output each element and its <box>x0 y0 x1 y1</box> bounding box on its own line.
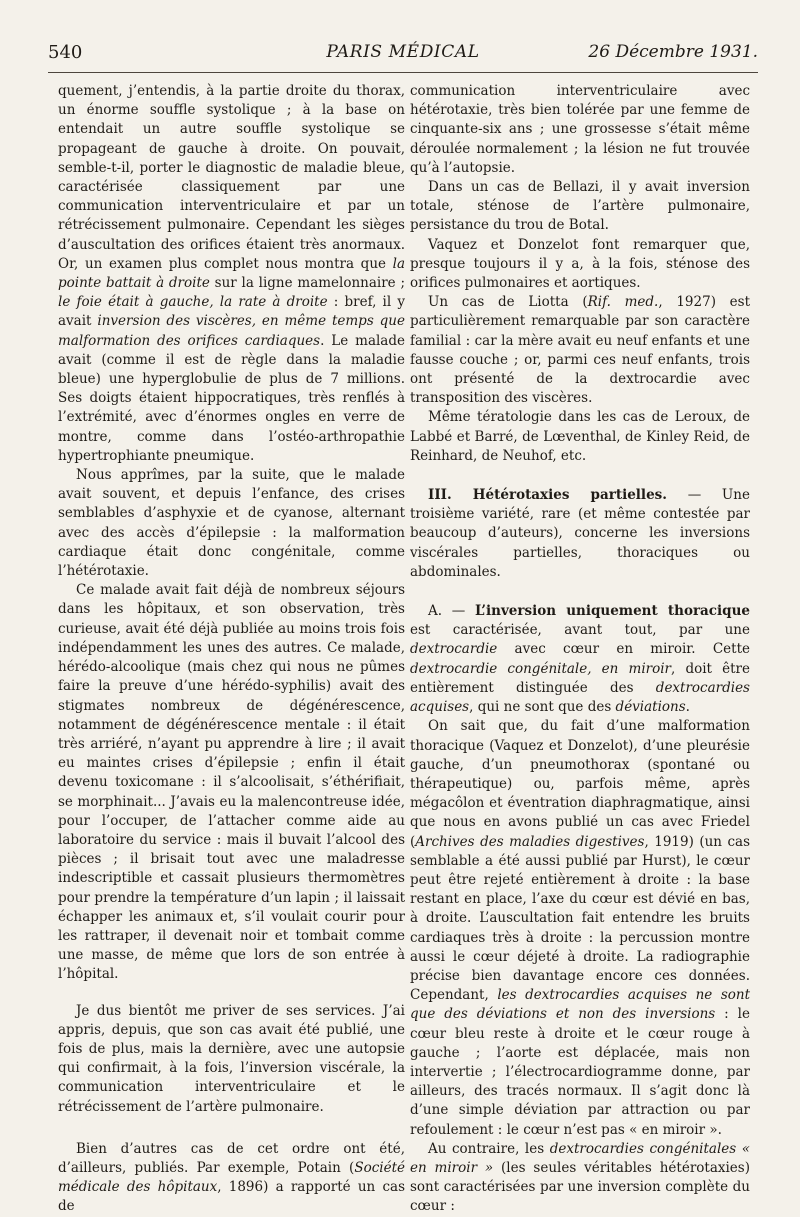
right-paragraph-8: On sait que, du fait d’une malformation thoracique (Vaquez et Donzelot), d’une pleurésie gauche, d’un pneumothorax (spontané ou thérapeutique) ou, parfois même, après mégacôlon et éventration diaphragmatique, ainsi que nous en avons publié un cas avec Friedel (Archives des maladies digestives, 1919) (un cas semblable a été aussi publié par Hurst), le cœur peut être rejeté entièrement à droite : la base restant en place, l’axe du cœur est dévié en bas, à droite. L’auscultation fait entendre les bruits cardiaques très à droite : la percussion montre aussi le cœur déjeté à droite. La radiographie précise bien davantage encore ces données. Cependant, les dextrocardies acquises ne sont que des déviations et non des inversions : le cœur bleu reste à droite et le cœur rouge à gauche ; l’aorte est déplacée, mais non intervertie ; l’électrocardiogramme donne, par ailleurs, des tracés normaux. Il s’agit donc là d’une simple déviation par attraction ou par refoulement : le cœur n’est pas « en miroir ». <box>410 718 751 1138</box>
left-paragraph-5: Bien d’autres cas de cet ordre ont été, d’ailleurs, publiés. Par exemple, Potain (Société médicale des hôpitaux, 1896) a rapporté un cas de <box>58 1140 405 1215</box>
page-number: 540 <box>48 42 83 63</box>
left-column <box>58 82 405 1217</box>
running-title: PARIS MÉDICAL <box>326 42 480 62</box>
subsection-a: A. — L’inversion uniquement thoracique est caractérisée, avant tout, par une dextrocardie avec cœur en miroir. Cette dextrocardie congénitale, en miroir, doit être entièrement distinguée des dextrocardies acquises, qui ne sont que des déviations. <box>410 603 751 716</box>
right-paragraph-9: Au contraire, les dextrocardies congénitales « en miroir » (les seules véritables hétérotaxies) sont caractérisées par une inversion complète du cœur : <box>410 1140 750 1215</box>
issue-date: 26 Décembre 1931. <box>588 42 758 62</box>
section-iii-heading: III. Hétérotaxies partielles. <box>428 487 667 504</box>
left-paragraph-2: Nous apprîmes, par la suite, que le malade avait souvent, et depuis l’enfance, des crises semblables d’asphyxie et de cyanose, alternant avec des accès d’épilepsie : la malformation cardiaque était donc congénitale, comme l’hétérotaxie. <box>58 467 405 580</box>
right-paragraph-1: communication interventriculaire avec hétérotaxie, très bien tolérée par une femme de cinquante-six ans ; une grossesse s’était même déroulée normalement ; la lésion ne fut trouvée qu’à l’autopsie. <box>410 83 750 176</box>
left-paragraph-1: quement, j’entendis, à la partie droite du thorax, un énorme souffle systolique ; à la base on entendait un autre souffle systolique se propageant de gauche à droite. On pouvait, semble-t-il, porter le diagnostic de maladie bleue, caractérisée classiquement par une communication interventriculaire et par un rétrécissement pulmonaire. Cependant les sièges d’auscultation des orifices étaient très anormaux. Or, un examen plus complet nous montra que la pointe battait à droite sur la ligne mamelonnaire ; le foie était à gauche, la rate à droite : bref, il y avait inversion des viscères, en même temps que malformation des orifices cardiaques. Le malade avait (comme il est de règle dans la maladie bleue) une hyperglobulie de plus de 7 millions. Ses doigts étaient hippocratiques, très renflés à l’extrémité, avec d’énormes ongles en verre de montre, comme dans l’ostéo-arthropathie hypertrophiante pneumique. <box>58 83 405 464</box>
section-iii: III. Hétérotaxies partielles. — Une troisième variété, rare (et même contestée par beaucoup d’auteurs), concerne les inversions viscérales partielles, thoraciques ou abdominales. <box>410 487 750 580</box>
right-paragraph-2: Dans un cas de Bellazi, il y avait inversion totale, sténose de l’artère pulmonaire, persistance du trou de Botal. <box>410 179 750 234</box>
right-paragraph-5: Même tératologie dans les cas de Leroux, de Labbé et Barré, de Lœventhal, de Kinley Reid, de Reinhard, de Neuhof, etc. <box>410 409 750 464</box>
left-paragraph-3: Ce malade avait fait déjà de nombreux séjours dans les hôpitaux, et son observation, très curieuse, avait été déjà publiée au moins trois fois indépendamment les unes des autres. Ce malade, hérédo-alcoolique (mais chez qui nous ne pûmes faire la preuve d’une hérédo-syphilis) avait des stigmates nombreux de dégénérescence, notamment de dégénérescence mentale : il était très arriéré, n’ayant pu apprendre à lire ; il avait eu maintes crises d’épilepsie ; enfin il était devenu toxicomane : il s’alcoolisait, s’éthérifiait, se morphinait... J’avais eu la malencontreuse idée, pour l’occuper, de l’attacher comme aide au laboratoire du service : mais il buvait l’alcool des pièces ; il brisait tout avec une maladresse indescriptible et cassait plusieurs thermomètres pour prendre la température d’un lapin ; il laissait échapper les animaux et, s’il voulait courir pour les rattraper, il devenait noir et tombait comme une masse, de même que lors de son entrée à l’hôpital. <box>58 582 405 983</box>
right-column <box>410 82 750 1217</box>
right-paragraph-4: Un cas de Liotta (Rif. med., 1927) est particulièrement remarquable par son caractère familial : car la mère avait eu neuf enfants et une fausse couche ; or, parmi ces neuf enfants, trois ont présenté de la dextrocardie avec transposition des viscères. <box>410 294 751 407</box>
left-paragraph-4: Je dus bientôt me priver de ses services. J’ai appris, depuis, que son cas avait été publié, une fois de plus, mais la dernière, avec une autopsie qui confirmait, à la fois, l’inversion viscérale, la communication interventriculaire et le rétrécissement de l’artère pulmonaire. <box>58 1002 405 1115</box>
page-header <box>48 32 758 73</box>
right-paragraph-3: Vaquez et Donzelot font remarquer que, presque toujours il y a, à la fois, sténose des orifices pulmonaires et aortiques. <box>410 236 750 292</box>
